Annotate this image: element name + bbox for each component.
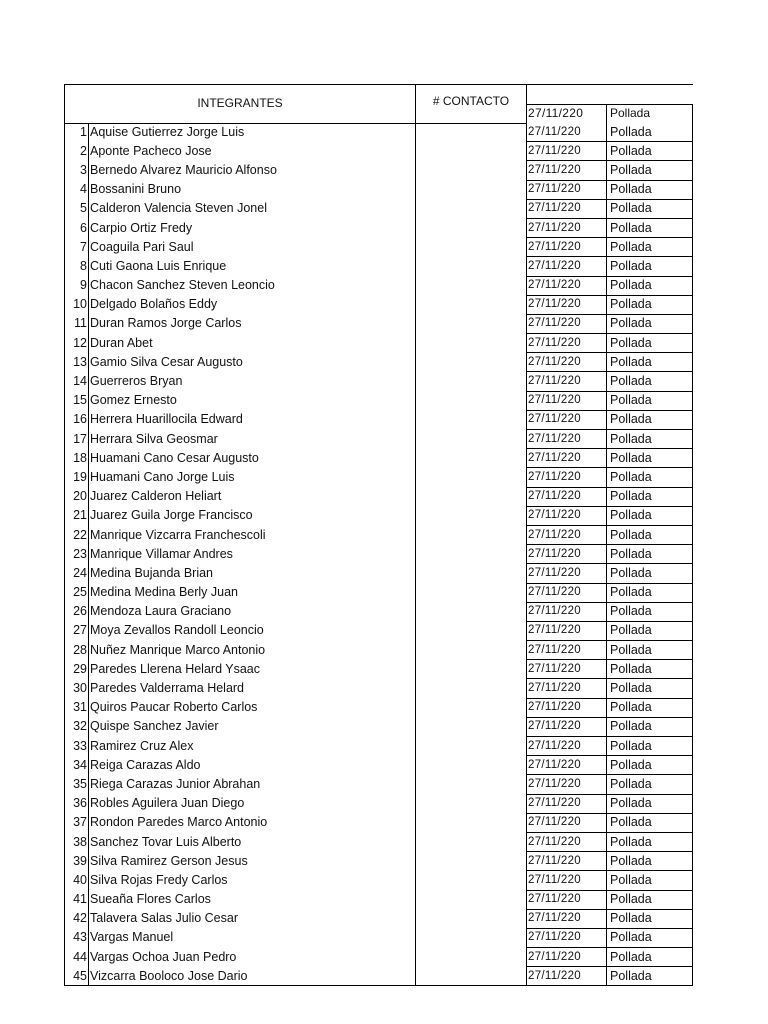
- date-cell: 27/11/220: [527, 698, 607, 717]
- date-cell: 27/11/220: [527, 449, 607, 468]
- row-number: 43: [65, 928, 89, 947]
- contact-cell: [416, 909, 527, 928]
- contact-cell: [416, 871, 527, 890]
- activity-cell: Pollada: [607, 909, 693, 928]
- table-row: [65, 525, 693, 544]
- member-name: Calderon Valencia Steven Jonel: [89, 199, 416, 218]
- date-cell: 27/11/220: [527, 660, 607, 679]
- row-number: 42: [65, 909, 89, 928]
- member-name: Juarez Guila Jorge Francisco: [89, 506, 416, 525]
- contact-cell: [416, 372, 527, 391]
- row-number: 19: [65, 468, 89, 487]
- date-cell: 27/11/220: [527, 276, 607, 295]
- table-row: [65, 602, 693, 621]
- table-row: [65, 948, 693, 967]
- activity-cell: Pollada: [607, 756, 693, 775]
- row-number: 25: [65, 583, 89, 602]
- date-cell: 27/11/220: [527, 238, 607, 257]
- table-row: [65, 756, 693, 775]
- contact-cell: [416, 967, 527, 986]
- member-name: Huamani Cano Jorge Luis: [89, 468, 416, 487]
- activity-cell: Pollada: [607, 257, 693, 276]
- contact-cell: [416, 218, 527, 237]
- contact-cell: [416, 756, 527, 775]
- activity-cell: Pollada: [607, 871, 693, 890]
- table-row: [65, 545, 693, 564]
- table-row: [65, 468, 693, 487]
- activity-cell: Pollada: [607, 967, 693, 986]
- contact-cell: [416, 583, 527, 602]
- date-cell: 27/11/220: [527, 852, 607, 871]
- row-number: 6: [65, 218, 89, 237]
- table-row: [65, 353, 693, 372]
- table-row: [65, 391, 693, 410]
- table-row: [65, 218, 693, 237]
- table-row: [65, 832, 693, 851]
- table-row: [65, 276, 693, 295]
- contact-cell: [416, 180, 527, 199]
- date-cell: 27/11/220: [527, 621, 607, 640]
- date-cell: 27/11/220: [527, 890, 607, 909]
- table-row: [65, 564, 693, 583]
- table-row: [65, 487, 693, 506]
- table-row: [65, 161, 693, 180]
- row-number: 20: [65, 487, 89, 506]
- activity-cell: Pollada: [607, 353, 693, 372]
- date-cell: 27/11/220: [527, 717, 607, 736]
- date-cell: 27/11/220: [527, 832, 607, 851]
- row-number: 26: [65, 602, 89, 621]
- table-row: [65, 679, 693, 698]
- row-number: 9: [65, 276, 89, 295]
- contact-cell: [416, 314, 527, 333]
- activity-cell: Pollada: [607, 391, 693, 410]
- row-number: 23: [65, 545, 89, 564]
- activity-cell: Pollada: [607, 775, 693, 794]
- date-cell: 27/11/220: [527, 545, 607, 564]
- row-number: 32: [65, 717, 89, 736]
- activity-cell: Pollada: [607, 410, 693, 429]
- contact-cell: [416, 775, 527, 794]
- table-row: [65, 852, 693, 871]
- activity-cell: Pollada: [607, 813, 693, 832]
- date-cell: 27/11/220: [527, 928, 607, 947]
- row-number: 12: [65, 334, 89, 353]
- activity-cell: Pollada: [607, 545, 693, 564]
- activity-cell: Pollada: [607, 449, 693, 468]
- contact-cell: [416, 525, 527, 544]
- activity-cell: Pollada: [607, 852, 693, 871]
- member-name: Riega Carazas Junior Abrahan: [89, 775, 416, 794]
- date-cell: 27/11/220: [527, 737, 607, 756]
- row-number: 41: [65, 890, 89, 909]
- activity-cell: Pollada: [607, 161, 693, 180]
- member-name: Vargas Ochoa Juan Pedro: [89, 948, 416, 967]
- table-row: [65, 794, 693, 813]
- row-number: 36: [65, 794, 89, 813]
- activity-cell: Pollada: [607, 506, 693, 525]
- table-row: [65, 698, 693, 717]
- member-name: Bossanini Bruno: [89, 180, 416, 199]
- row-number: 33: [65, 737, 89, 756]
- contact-cell: [416, 948, 527, 967]
- activity-cell: Pollada: [607, 487, 693, 506]
- contact-cell: [416, 717, 527, 736]
- date-cell: 27/11/220: [527, 391, 607, 410]
- member-name: Aquise Gutierrez Jorge Luis: [89, 123, 416, 142]
- member-name: Aponte Pacheco Jose: [89, 142, 416, 161]
- row-number: 5: [65, 199, 89, 218]
- activity-cell: Pollada: [607, 238, 693, 257]
- activity-cell: Pollada: [607, 621, 693, 640]
- row-number: 35: [65, 775, 89, 794]
- contact-cell: [416, 161, 527, 180]
- activity-cell: Pollada: [607, 430, 693, 449]
- table-row: [65, 583, 693, 602]
- contact-cell: [416, 238, 527, 257]
- row-number: 3: [65, 161, 89, 180]
- member-name: Sueaña Flores Carlos: [89, 890, 416, 909]
- activity-cell: Pollada: [607, 372, 693, 391]
- row-number: 18: [65, 449, 89, 468]
- row-number: 44: [65, 948, 89, 967]
- row-number: 22: [65, 525, 89, 544]
- table-row: [65, 890, 693, 909]
- activity-cell: Pollada: [607, 525, 693, 544]
- activity-cell: Pollada: [607, 199, 693, 218]
- row-number: 13: [65, 353, 89, 372]
- row-number: 39: [65, 852, 89, 871]
- activity-cell: Pollada: [607, 180, 693, 199]
- member-name: Cuti Gaona Luis Enrique: [89, 257, 416, 276]
- row-number: 37: [65, 813, 89, 832]
- contact-cell: [416, 449, 527, 468]
- date-cell: 27/11/220: [527, 468, 607, 487]
- date-cell: 27/11/220: [527, 794, 607, 813]
- activity-cell: Pollada: [607, 295, 693, 314]
- contact-cell: [416, 487, 527, 506]
- table-row: [65, 871, 693, 890]
- date-cell: 27/11/220: [527, 602, 607, 621]
- date-cell: 27/11/220: [527, 257, 607, 276]
- date-cell: 27/11/220: [527, 487, 607, 506]
- contact-cell: [416, 468, 527, 487]
- table-row: [65, 641, 693, 660]
- table-row: [65, 199, 693, 218]
- activity-cell: Pollada: [607, 698, 693, 717]
- row-number: 10: [65, 295, 89, 314]
- date-cell: 27/11/220: [527, 564, 607, 583]
- member-name: Gamio Silva Cesar Augusto: [89, 353, 416, 372]
- activity-cell: Pollada: [607, 737, 693, 756]
- member-name: Carpio Ortiz Fredy: [89, 218, 416, 237]
- table-row: [65, 967, 693, 986]
- member-name: Duran Abet: [89, 334, 416, 353]
- activity-cell: Pollada: [607, 276, 693, 295]
- activity-cell: Pollada: [607, 583, 693, 602]
- activity-cell: Pollada: [607, 794, 693, 813]
- contact-cell: [416, 928, 527, 947]
- table-row: [65, 180, 693, 199]
- member-name: Herrera Huarillocila Edward: [89, 410, 416, 429]
- row-number: 11: [65, 314, 89, 333]
- contact-cell: [416, 199, 527, 218]
- table-row: [65, 334, 693, 353]
- activity-cell: Pollada: [607, 123, 693, 142]
- table-row: [65, 506, 693, 525]
- date-cell: 27/11/220: [527, 948, 607, 967]
- activity-cell: Pollada: [607, 717, 693, 736]
- table-row: [65, 257, 693, 276]
- date-cell: 27/11/220: [527, 430, 607, 449]
- activity-cell: Pollada: [607, 602, 693, 621]
- row-number: 40: [65, 871, 89, 890]
- date-cell: 27/11/220: [527, 123, 607, 142]
- header-row: [65, 85, 693, 105]
- activity-cell: Pollada: [607, 334, 693, 353]
- member-name: Ramirez Cruz Alex: [89, 737, 416, 756]
- member-name: Quispe Sanchez Javier: [89, 717, 416, 736]
- date-cell: 27/11/220: [527, 871, 607, 890]
- members-sheet: [64, 84, 692, 986]
- member-name: Paredes Llerena Helard Ysaac: [89, 660, 416, 679]
- row-number: 27: [65, 621, 89, 640]
- date-cell: 27/11/220: [527, 525, 607, 544]
- table-row: [65, 142, 693, 161]
- member-name: Robles Aguilera Juan Diego: [89, 794, 416, 813]
- member-name: Vargas Manuel: [89, 928, 416, 947]
- contact-cell: [416, 295, 527, 314]
- activity-cell: Pollada: [607, 660, 693, 679]
- header-date-cell: 27/11/220: [527, 104, 607, 123]
- contact-cell: [416, 334, 527, 353]
- date-cell: 27/11/220: [527, 410, 607, 429]
- row-number: 14: [65, 372, 89, 391]
- row-number: 28: [65, 641, 89, 660]
- row-number: 17: [65, 430, 89, 449]
- row-number: 8: [65, 257, 89, 276]
- activity-cell: Pollada: [607, 314, 693, 333]
- contact-cell: [416, 276, 527, 295]
- members-table: [64, 84, 693, 986]
- row-number: 16: [65, 410, 89, 429]
- member-name: Chacon Sanchez Steven Leoncio: [89, 276, 416, 295]
- row-number: 24: [65, 564, 89, 583]
- date-cell: 27/11/220: [527, 353, 607, 372]
- member-name: Quiros Paucar Roberto Carlos: [89, 698, 416, 717]
- date-cell: 27/11/220: [527, 679, 607, 698]
- activity-cell: Pollada: [607, 890, 693, 909]
- row-number: 1: [65, 123, 89, 142]
- table-row: [65, 410, 693, 429]
- header-blank-cell: [527, 85, 693, 105]
- contact-cell: [416, 430, 527, 449]
- member-name: Rondon Paredes Marco Antonio: [89, 813, 416, 832]
- date-cell: 27/11/220: [527, 506, 607, 525]
- contact-cell: [416, 545, 527, 564]
- member-name: Mendoza Laura Graciano: [89, 602, 416, 621]
- date-cell: 27/11/220: [527, 372, 607, 391]
- row-number: 4: [65, 180, 89, 199]
- table-row: [65, 372, 693, 391]
- contact-cell: [416, 123, 527, 142]
- table-row: [65, 430, 693, 449]
- activity-cell: Pollada: [607, 641, 693, 660]
- date-cell: 27/11/220: [527, 813, 607, 832]
- contact-cell: [416, 506, 527, 525]
- member-name: Huamani Cano Cesar Augusto: [89, 449, 416, 468]
- table-row: [65, 314, 693, 333]
- member-name: Herrara Silva Geosmar: [89, 430, 416, 449]
- table-row: [65, 238, 693, 257]
- table-row: [65, 928, 693, 947]
- member-name: Delgado Bolaños Eddy: [89, 295, 416, 314]
- member-name: Juarez Calderon Heliart: [89, 487, 416, 506]
- member-name: Coaguila Pari Saul: [89, 238, 416, 257]
- date-cell: 27/11/220: [527, 161, 607, 180]
- contact-cell: [416, 142, 527, 161]
- member-name: Sanchez Tovar Luis Alberto: [89, 832, 416, 851]
- row-number: 21: [65, 506, 89, 525]
- contact-cell: [416, 257, 527, 276]
- member-name: Silva Rojas Fredy Carlos: [89, 871, 416, 890]
- date-cell: 27/11/220: [527, 909, 607, 928]
- activity-cell: Pollada: [607, 468, 693, 487]
- activity-cell: Pollada: [607, 564, 693, 583]
- contact-cell: [416, 660, 527, 679]
- table-row: [65, 775, 693, 794]
- member-name: Vizcarra Booloco Jose Dario: [89, 967, 416, 986]
- activity-cell: Pollada: [607, 679, 693, 698]
- row-number: 38: [65, 832, 89, 851]
- table-row: [65, 449, 693, 468]
- member-name: Bernedo Alvarez Mauricio Alfonso: [89, 161, 416, 180]
- date-cell: 27/11/220: [527, 314, 607, 333]
- date-cell: 27/11/220: [527, 967, 607, 986]
- table-row: [65, 909, 693, 928]
- members-column-header: INTEGRANTES: [65, 85, 416, 124]
- contact-cell: [416, 391, 527, 410]
- contact-cell: [416, 621, 527, 640]
- row-number: 34: [65, 756, 89, 775]
- date-cell: 27/11/220: [527, 334, 607, 353]
- member-name: Moya Zevallos Randoll Leoncio: [89, 621, 416, 640]
- row-number: 31: [65, 698, 89, 717]
- contact-cell: [416, 794, 527, 813]
- member-name: Manrique Villamar Andres: [89, 545, 416, 564]
- activity-cell: Pollada: [607, 218, 693, 237]
- activity-cell: Pollada: [607, 832, 693, 851]
- row-number: 29: [65, 660, 89, 679]
- table-row: [65, 717, 693, 736]
- member-name: Manrique Vizcarra Franchescoli: [89, 525, 416, 544]
- table-row: [65, 660, 693, 679]
- date-cell: 27/11/220: [527, 775, 607, 794]
- contact-cell: [416, 852, 527, 871]
- table-row: [65, 295, 693, 314]
- member-name: Medina Medina Berly Juan: [89, 583, 416, 602]
- header-activity-cell: Pollada: [607, 104, 693, 123]
- contact-cell: [416, 410, 527, 429]
- table-row: [65, 813, 693, 832]
- contact-cell: [416, 641, 527, 660]
- contact-cell: [416, 698, 527, 717]
- contact-cell: [416, 813, 527, 832]
- member-name: Paredes Valderrama Helard: [89, 679, 416, 698]
- date-cell: 27/11/220: [527, 142, 607, 161]
- date-cell: 27/11/220: [527, 295, 607, 314]
- row-number: 30: [65, 679, 89, 698]
- row-number: 2: [65, 142, 89, 161]
- date-cell: 27/11/220: [527, 756, 607, 775]
- table-row: [65, 123, 693, 142]
- row-number: 7: [65, 238, 89, 257]
- member-name: Reiga Carazas Aldo: [89, 756, 416, 775]
- date-cell: 27/11/220: [527, 199, 607, 218]
- date-cell: 27/11/220: [527, 641, 607, 660]
- contact-column-header: # CONTACTO: [416, 85, 527, 124]
- contact-cell: [416, 679, 527, 698]
- date-cell: 27/11/220: [527, 180, 607, 199]
- row-number: 15: [65, 391, 89, 410]
- date-cell: 27/11/220: [527, 218, 607, 237]
- member-name: Talavera Salas Julio Cesar: [89, 909, 416, 928]
- member-name: Nuñez Manrique Marco Antonio: [89, 641, 416, 660]
- member-name: Medina Bujanda Brian: [89, 564, 416, 583]
- contact-cell: [416, 602, 527, 621]
- table-row: [65, 621, 693, 640]
- table-row: [65, 737, 693, 756]
- date-cell: 27/11/220: [527, 583, 607, 602]
- activity-cell: Pollada: [607, 948, 693, 967]
- member-name: Duran Ramos Jorge Carlos: [89, 314, 416, 333]
- contact-cell: [416, 890, 527, 909]
- contact-cell: [416, 564, 527, 583]
- contact-cell: [416, 353, 527, 372]
- member-name: Guerreros Bryan: [89, 372, 416, 391]
- member-name: Silva Ramirez Gerson Jesus: [89, 852, 416, 871]
- contact-cell: [416, 832, 527, 851]
- member-name: Gomez Ernesto: [89, 391, 416, 410]
- activity-cell: Pollada: [607, 142, 693, 161]
- activity-cell: Pollada: [607, 928, 693, 947]
- row-number: 45: [65, 967, 89, 986]
- contact-cell: [416, 737, 527, 756]
